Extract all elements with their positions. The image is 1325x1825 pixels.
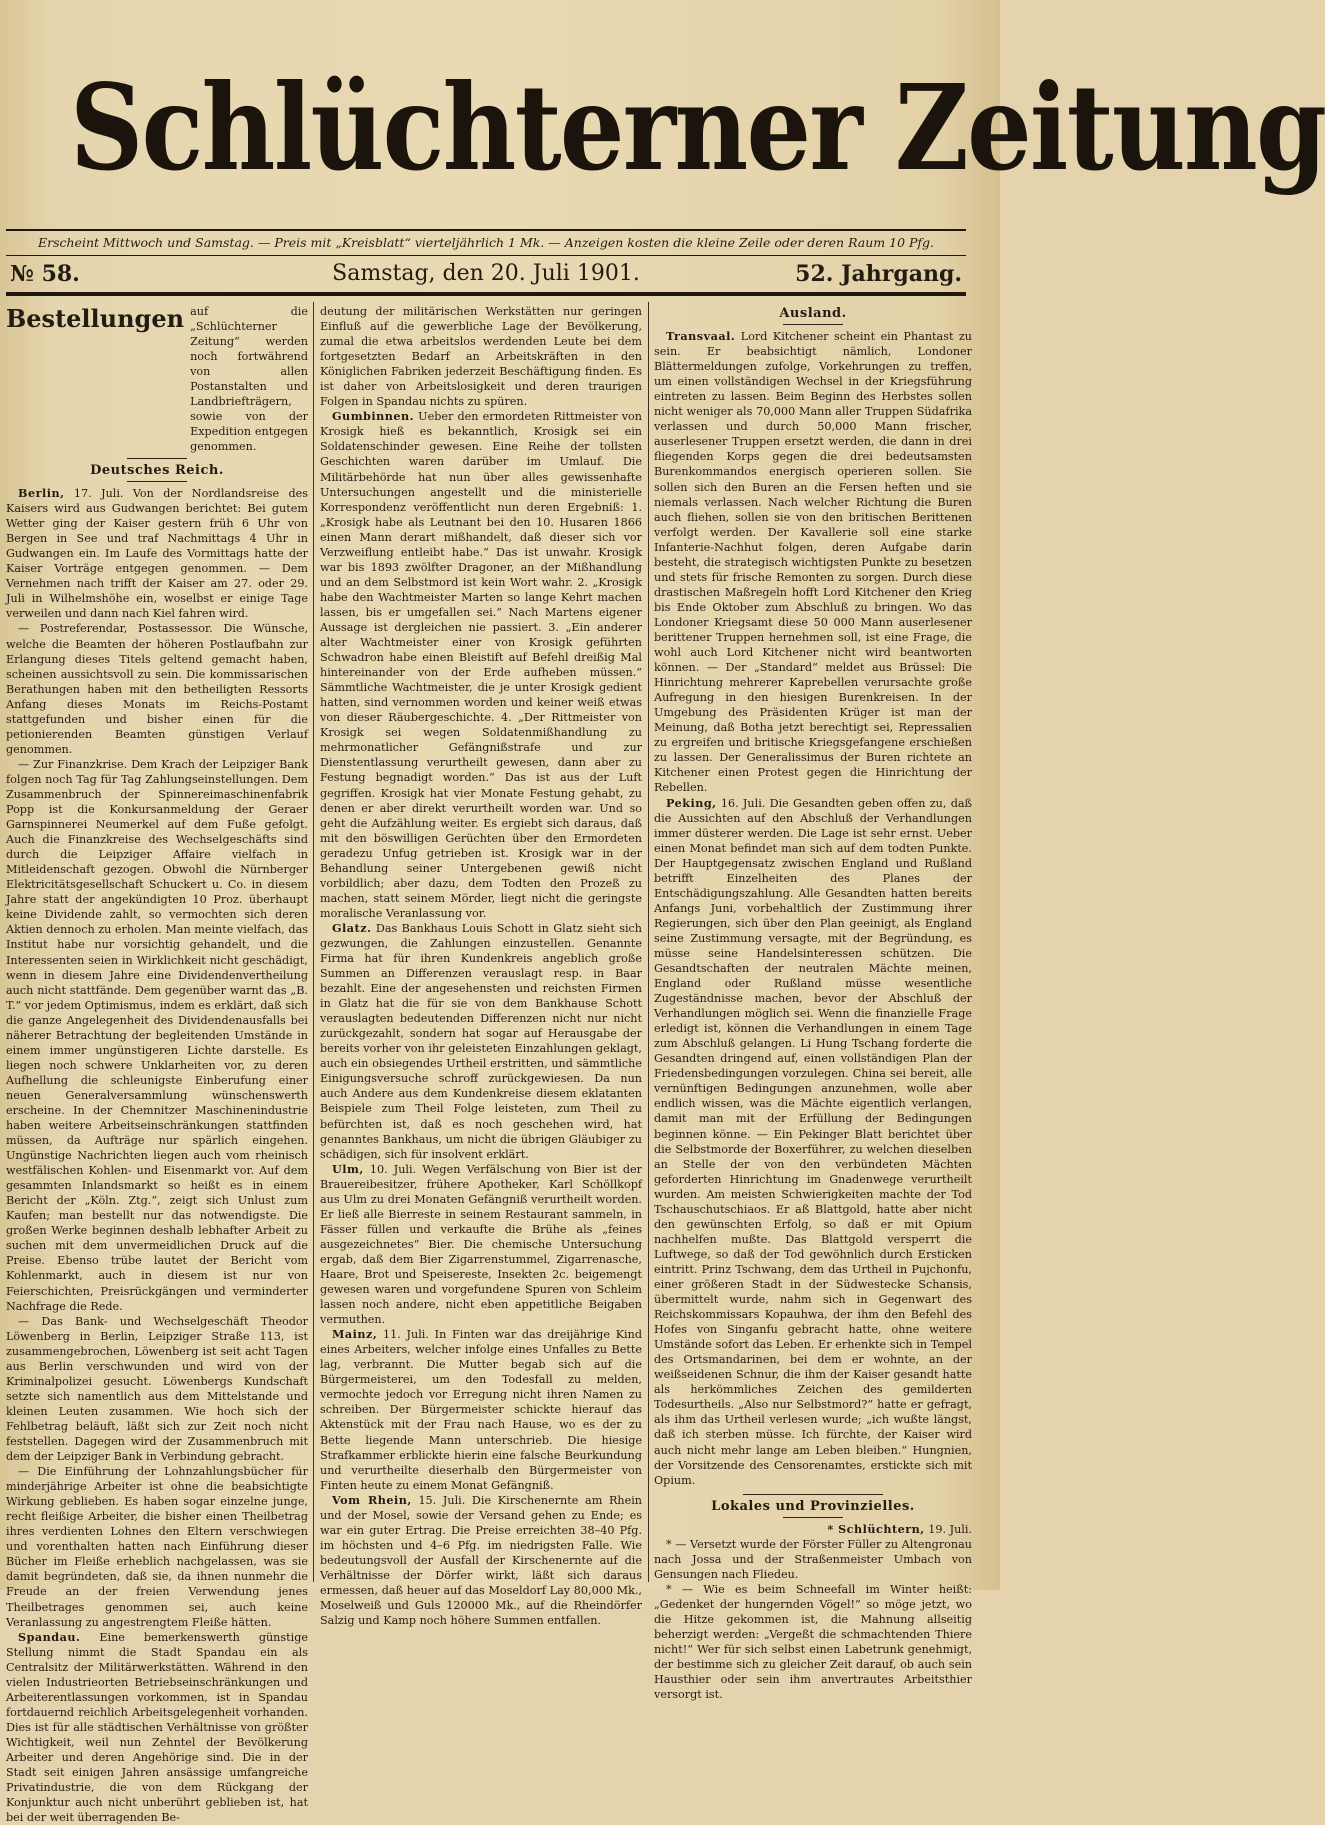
article-dateline: Vom Rhein, — [332, 1492, 412, 1507]
article-peking — [654, 796, 972, 1488]
section-divider — [743, 1494, 883, 1495]
article-text: 10. Juli. Wegen Verfälschung von Bier ist der Brauereibesitzer, frühere Apotheker, Karl Schöllkopf aus Ulm zu drei Monaten Gefängniß verurtheilt worden. Er ließ alle Bierreste in seinem Restaurant sammeln, in Fässer füllen und verkaufte die Brühe als „feines ausgezeichnetes“ Bier. Die chemische Untersuchung ergab, daß dem Bier Zigarrenstummel, Zigarrenasche, Haare, Brot und Speisereste, Insekten 2c. beigemengt gewesen waren und vorgefundene Spuren von Schleim lassen noch andere, nicht eben appetitliche Beigaben vermuthen. — [320, 1162, 642, 1327]
article-text: 11. Juli. In Finten war das dreijährige Kind eines Arbeiters, welcher infolge eines Unfalles zu Bette lag, verbrannt. Die Mutter begab sich auf die Bürgermeisterei, um den Todesfall zu melden, vermochte jedoch vor Erregung nicht ihren Namen zu schreiben. Der Bürgermeister schickte hierauf das Aktenstück mit der Frau nach Hause, wo es der zu Bette liegende Mann unterschrieb. Die hiesige Strafkammer erblickte hierin eine falsche Beurkundung und verurtheilte dieserhalb den Bürgermeister von Finten heute zu einem Monat Gefängniß. — [320, 1328, 642, 1492]
issue-date: Samstag, den 20. Juli 1901. — [332, 261, 640, 286]
subscription-heading: Bestellungen — [6, 304, 185, 333]
subscription-line: Erscheint Mittwoch und Samstag. — Preis mit „Kreisblatt“ vierteljährlich 1 Mk. — Anzeigen kosten die kleine Zeile oder deren Raum 10 Pfg. — [37, 235, 935, 250]
article-versetzung: * — Versetzt wurde der Förster Füller zu Altengronau nach Jossa und der Straßenmeister Umbach von Gensungen nach Fliedeu. — [654, 1537, 972, 1581]
section-heading-ausland: Ausland. — [779, 306, 847, 321]
article-spandau-continued: deutung der militärischen Werkstätten nur geringen Einfluß auf die gewerbliche Lage der Bevölkerung, zumal die etwa arbeitslos werdenden Leute bei dem fortgesetzten Bedarf an Arbeitskräften in den Königlichen Fabriken jederzeit Beschäftigung finden. Es ist daher von Arbeitslosigkeit und deren traurigen Folgen in Spandau nichts zu spüren. — [320, 305, 642, 409]
article-dateline: * Schlüchtern, — [827, 1521, 925, 1536]
article-transvaal — [654, 329, 972, 795]
column-1 — [6, 304, 309, 1825]
article-tiere: * — Wie es beim Schneefall im Winter heißt: „Gedenket der hungernden Vögel!“ so möge jetzt, wo die Hitze gekommen ist, die Mahnung allseitig beherzigt werden: „Vergeßt die schmachtenden Thiere nicht!“ Wer für sich selbst einen Labetrunk genehmigt, der bestimme sich zu gleicher Zeit darauf, ob auch sein Hausthier oder sein ihm anvertrautes Arbeitsthier versorgt ist. — [654, 1582, 972, 1702]
article-dateline: Gumbinnen. — [332, 409, 415, 424]
article-lohnzahlungsbuecher: — Die Einführung der Lohnzahlungsbücher für minderjährige Arbeiter ist ohne die beabsichtigte Wirkung geblieben. Es haben sogar einzelne junge, recht fleißige Arbeiter, die bisher einen Theilbetrag ihres verdienten Lohnes den Eltern verschwiegen und vorenthalten hatten nach Einführung dieser Bücher im Fleiße erheblich nachgelassen, was sie damit begründeten, daß sie, da ihnen nunmehr die Freude an der freien Verwendung jenes Theilbetrages genommen sei, auch keine Veranlassung zu angestrengtem Fleiße hätten. — [6, 1465, 308, 1629]
article-vom-rhein — [320, 1493, 642, 1628]
column-divider — [313, 302, 314, 1582]
article-text: Ueber den ermordeten Rittmeister von Krosigk hieß es bekanntlich, Krosigk sei ein Soldatenschinder gewesen. Eine Reihe der tollsten Geschichten waren darüber im Umlauf. Die Militärbehörde hat nun über alles gewissenhafte Untersuchungen angestellt und die ministerielle Korrespondenz veröffentlicht nun deren Ergebniß: 1. „Krosigk habe als Leutnant bei den 10. Husaren 1866 einen Mann derart mißhandelt, daß dieser sich vor Verzweiflung entleibt habe.“ Das ist unwahr. Krosigk war bis 1893 zwölfter Dragoner, an der Mißhandlung und an dem Selbstmord ist kein Wort wahr. 2. „Krosigk habe den Wachtmeister Marten so lange Kehrt machen lassen, bis er umgefallen sei.“ Nach Martens eigener Aussage ist dergleichen nie passiert. 3. „Ein anderer alter Wachtmeister einer von Krosigk geführten Schwadron habe einen Bleistift auf Befehl dreißig Mal hintereinander von der Erde aufheben müssen.“ Sämmtliche Wachtmeister, die je unter Krosigk gedient hatten, sind vernommen worden und keiner weiß etwas von dieser Räubergeschichte. 4. „Der Rittmeister von Krosigk sei wegen Soldatenmißhandlung zu mehrmonatlicher Gefängnißstrafe und zur Dienstentlassung verurtheilt gewesen, dann aber zu Festung begnadigt worden.“ Das ist aus der Luft gegriffen. Krosigk hat vier Monate Festung gehabt, zu denen er aber direkt verurtheilt worden war. Und so geht die Aufzählung weiter. Es ergiebt sich daraus, daß mit den böswilligen Gerüchten über den Ermordeten geradezu Unfug getrieben ist. Krosigk war in der Behandlung seiner Untergebenen gewiß nicht vorbildlich; aber dazu, dem Todten den Prozeß zu machen, statt seinem Mörder, liegt nicht die geringste moralische Veranlassung vor. — [320, 410, 642, 920]
article-dateline: Glatz. — [332, 920, 372, 935]
article-postreferendar: — Postreferendar, Postassessor. Die Wünsche, welche die Beamten der höheren Postlaufbahn zur Erlangung dieses Titels geltend gemacht haben, scheinen aussichtsvoll zu sein. Die kommissarischen Berathungen haben mit den betheiligten Ressorts Anfang dieses Monats im Reichs-Postamt stattgefunden und bisher einen für die petionierenden Beamten günstigen Verlauf genommen. — [6, 622, 308, 756]
article-mainz — [320, 1327, 642, 1493]
column-2 — [320, 304, 642, 1628]
column-divider — [648, 302, 649, 1582]
article-text: 19. Juli. — [928, 1522, 972, 1536]
article-finanzkrise: — Zur Finanzkrise. Dem Krach der Leipziger Bank folgen noch Tag für Tag Zahlungseinstellungen. Dem Zusammenbruch der Spinnereimaschinenfabrik Popp ist die Konkursanmeldung der Geraer Garnspinnerei Neumerkel auf dem Fuße gefolgt. Auch die Finanzkreise des Wechselgeschäfts sind durch die Leipziger Affaire vielfach in Mitleidenschaft gezogen. Obwohl die Nürnberger Elektricitätsgesellschaft Schuckert u. Co. in diesem Jahre statt der angekündigten 10 Proz. überhaupt keine Dividende zahlt, so vermochten sich deren Aktien dennoch zu erholen. Man meinte vielfach, das Institut habe nur vorsichtig gehandelt, und die Interessenten seien in Wirklichkeit nicht geschädigt, wenn in diesem Jahre eine Dividendenvertheilung auch nicht stattfände. Dem gegenüber warnt das „B. T.“ vor jedem Optimismus, indem es erklärt, daß sich die ganze Angelegenheit des Dividendenausfalls bei näherer Betrachtung der begleitenden Umstände in einem immer ungünstigeren Lichte darstelle. Es liegen noch schwere Unklarheiten vor, zu deren Aufhellung die schleunigste Einberufung einer neuen Generalversammlung wünschenswerth erscheine. In der Chemnitzer Maschinenindustrie haben weitere Arbeitseinschränkungen stattfinden müssen, da Aufträge nur spärlich eingehen. Ungünstige Nachrichten liegen auch vom rheinisch westfälischen Kohlen- und Eisenmarkt vor. Auf dem gesammten Inlandsmarkt so heißt es in einem Bericht der „Köln. Ztg.“, zeigt sich Unlust zum Kaufen; man bestellt nur das notwendigste. Die großen Werke beginnen deshalb lebhafter Arbeit zu suchen mit dem unvermeidlichen Druck auf die Preise. Ebenso trübe lautet der Bericht vom Kohlenmarkt, auch in diesem ist nur von Feierschichten, Preisrückgängen und verminderter Nachfrage die Rede. — [6, 757, 308, 1313]
article-ulm — [320, 1162, 642, 1328]
article-dateline: Transvaal. — [666, 329, 736, 344]
article-text: Lord Kitchener scheint ein Phantast zu sein. Er beabsichtigt nämlich, Londoner Blättermeldungen zufolge, Vorkehrungen zu treffen, um einen vollständigen Wechsel in der Kriegsführung eintreten zu lassen. Beim Beginn des Herbstes sollen nicht weniger als 70,000 Mann aller Truppen Südafrika verlassen und durch 50,000 Mann frischer, auserlesener Truppen ersetzt werden, die dann in drei fliegenden Korps gegen die drei bedeutsamsten Burenkommandos energisch operieren sollen. Sie sollen sich den Buren an die Fersen heften und sie niemals verlassen. Nach welcher Richtung die Buren auch fliehen, sollen sie von den britischen Berittenen verfolgt werden. Der Kavallerie soll eine starke Infanterie-Nachhut folgen, deren Aufgabe darin besteht, die strategisch wichtigsten Punkte zu besetzen und stets für frische Remonten zu sorgen. Durch diese drastischen Maßregeln hofft Lord Kitchener den Krieg bis Ende Oktober zum Abschluß zu bringen. Wo das Londoner Kriegsamt diese 50 000 Mann auserlesener berittener Truppen hernehmen soll, ist eine Frage, die wohl auch Lord Kitchener nicht wird beantworten können. — Der „Standard“ meldet aus Brüssel: Die Hinrichtung mehrerer Kaprebellen verursachte große Aufregung in den hiesigen Burenkreisen. In der Umgebung des Präsidenten Krüger ist man der Meinung, daß Botha jetzt berechtigt sei, Repressalien zu ergreifen und britische Kriegsgefangene erschießen zu lassen. Der Generalissimus der Buren richtete an Kitchener einen Protest gegen die Hinrichtung der Rebellen. — [654, 330, 972, 795]
column-3 — [654, 304, 973, 1702]
article-dateline: Ulm, — [332, 1161, 364, 1176]
section-heading-deutsches-reich: Deutsches Reich. — [90, 463, 224, 478]
dateline — [6, 258, 966, 290]
volume-number: 52. Jahrgang. — [795, 261, 962, 287]
local-dateline — [654, 1522, 972, 1537]
article-dateline: Spandau. — [18, 1629, 81, 1644]
article-berlin — [6, 486, 308, 621]
subscription-notice — [6, 304, 308, 454]
article-text: 17. Juli. Von der Nordlandsreise des Kaisers wird aus Gudwangen berichtet: Bei gutem Wetter ging der Kaiser gestern früh 6 Uhr von Bergen in See und traf Nachmittags 4 Uhr in Gudwangen ein. Im Laufe des Vormittags hatte der Kaiser Vorträge entgegen genommen. — Dem Vernehmen nach trifft der Kaiser am 27. oder 29. Juli in Wilhelmshöhe ein, woselbst er einige Tage verweilen und dann nach Kiel fahren wird. — [6, 487, 309, 621]
section-divider — [127, 481, 187, 482]
masthead-rule — [6, 229, 966, 231]
section-divider — [783, 1517, 843, 1518]
article-dateline: Mainz, — [332, 1327, 378, 1342]
section-heading-lokales: Lokales und Provinzielles. — [711, 1498, 915, 1514]
section-divider — [783, 324, 843, 325]
article-glatz — [320, 921, 642, 1162]
article-spandau — [6, 1630, 308, 1825]
issue-number: № 58. — [10, 261, 80, 287]
article-gumbinnen — [320, 409, 642, 921]
article-text: 16. Juli. Die Gesandten geben offen zu, daß die Aussichten auf den Abschluß der Verhandlungen immer düsterer werden. Die Lage ist sehr ernst. Ueber einen Monat befindet man sich auf dem todten Punkte. Der Hauptgegensatz zwischen England und Rußland betrifft Einzelheiten des Planes der Entschädigungszahlung. Alle Gesandten hatten bereits Anfangs Juni, vorbehaltlich der Zustimmung ihrer Regierungen, sich über den Plan geeinigt, als England seine Zustimmung versagte, mit der Begründung, es müsse seine Handelsinteressen schützen. Die Gesandtschaften der neutralen Mächte meinen, England oder Rußland müsse wesentliche Zugeständnisse machen, bevor der Abschluß der Verhandlungen möglich sei. Wenn die finanzielle Frage erledigt ist, können die Verhandlungen in einem Tage zum Abschluß gelangen. Li Hung Tschang forderte die Gesandten dringend auf, einen vollständigen Plan der Friedensbedingungen vorzulegen. China sei bereit, alle vernünftigen Bedingungen anzunehmen, wolle aber endlich wissen, was die Mächte eigentlich verlangen, damit man mit der Erfüllung der Bedingungen beginnen könne. — Ein Pekinger Blatt berichtet über die Selbstmorde der Boxerführer, zu welchen dieselben an Stelle der von den verbündeten Mächten geforderten Hinrichtung im Gnadenwege verurtheilt wurden. Am meisten Schwierigkeiten machte der Tod Tschauschutschiaos. Er aß Blattgold, hatte aber nicht den gewünschten Erfolg, so daß er mit Opium nachhelfen mußte. Das Blattgold versperrt die Luftwege, so daß der Tod gewöhnlich durch Ersticken eintritt. Prinz Tschwang, dem das Urtheil in Pujchonfu, einer größeren Stadt in der Südwestecke Schansis, übermittelt wurde, nahm sich in Gegenwart des Reichskommissars Kopauhwa, der ihm den Befehl des Hofes von Singanfu gebracht hatte, ohne weitere Umstände sofort das Leben. Er erhenkte sich in Tempel des Ortsmandarinen, bei dem er wohnte, an der weißseidenen Schnur, die ihm der Kaiser gesandt hatte als herkömmliches Zeichen des gemilderten Todesurtheils. „Also nur Selbstmord?“ hatte er gefragt, als ihm das Urtheil verlesen wurde; „ich wußte längst, daß ich sterben müsse. Ich fürchte, der Kaiser wird auch nicht mehr lange am Leben bleiben.“ Hungnien, der Vorsitzende des Censorenamtes, erstickte sich mit Opium. — [654, 796, 973, 1487]
newspaper-title: Schlüchterner Zeitung — [70, 58, 1325, 197]
article-text: Das Bankhaus Louis Schott in Glatz sieht sich gezwungen, die Zahlungen einzustellen. Genannte Firma hat für ihren Kundenkreis angeblich große Summen an Differenzen verauslagt resp. in Baar bezahlt. Eine der angesehensten und reichsten Firmen in Glatz hat die für sie von dem Bankhause Schott verauslagten bedeutenden Differenzen nicht nur nicht zurückgezahlt, sondern hat sogar auf Herausgabe der bereits vorher von ihr geleisteten Einzahlungen geklagt, auch ein obsiegendes Urtheil erstritten, und sämmtliche Einigungsversuche schroff zurückgewiesen. Da nun auch Andere aus dem Kundenkreise diesem eklatanten Beispiele zum Theil Folge leisteten, zum Theil zu befürchten ist, daß es noch geschehen wird, hat genanntes Bankhaus, um nicht die übrigen Gläubiger zu schädigen, sich für insolvent erklärt. — [320, 921, 642, 1161]
article-text: Eine bemerkenswerth günstige Stellung nimmt die Stadt Spandau ein als Centralsitz der Militärwerkstätten. Während in den vielen Industrieorten Betriebseinschränkungen und Arbeiterentlassungen vorkommen, ist in Spandau fortdauernd reichlich Arbeitsgelegenheit vorhanden. Dies ist für alle städtischen Verhältnisse von größter Wichtigkeit, weil nun Zehntel der Bevölkerung Arbeiter und deren Angehörige sind. Die in der Stadt seit einigen Jahren ansässige umfangreiche Privatindustrie, die von dem Rückgang der Konjunktur auch nicht unberührt geblieben ist, hat bei der weit überragenden Be- — [6, 1630, 308, 1825]
article-dateline: Peking, — [666, 795, 717, 810]
article-dateline: Berlin, — [18, 486, 65, 501]
article-loewenberg: — Das Bank- und Wechselgeschäft Theodor Löwenberg in Berlin, Leipziger Straße 113, ist zusammengebrochen, Löwenberg ist seit acht Tagen aus Berlin verschwunden und wird von der Kriminalpolizei gesucht. Löwenbergs Kundschaft setzte sich namentlich aus dem Mittelstande und kleinen Leuten zusammen. Wie hoch sich der Fehlbetrag beläuft, läßt sich zur Zeit noch nicht feststellen. Dagegen wird der Zusammenbruch mit dem der Leipziger Bank in Verbindung gebracht. — [6, 1314, 308, 1464]
article-text: 15. Juli. Die Kirschenernte am Rhein und der Mosel, sowie der Versand gehen zu Ende; es war ein guter Ertrag. Die Preise erreichten 38–40 Pfg. im höchsten und 4–6 Pfg. im niedrigsten Falle. Wie bedeutungsvoll der Ausfall der Kirschenernte auf die Verhältnisse der Dörfer wirkt, läßt sich daraus ermessen, daß heuer auf das Moseldorf Lay 80,000 Mk., Moselweiß und Guls 120000 Mk., auf die Rheindörfer Salzig und Kamp noch höhere Summen entfallen. — [320, 1493, 642, 1628]
dateline-rule — [6, 292, 966, 296]
subscription-text: auf die „Schlüchterner Zeitung“ werden noch fortwährend von allen Postanstalten und Landbriefträgern, sowie von der Expedition entgegen genommen. — [190, 305, 308, 453]
subline-rule — [6, 255, 966, 256]
section-divider — [127, 458, 187, 459]
masthead — [0, 28, 1325, 228]
